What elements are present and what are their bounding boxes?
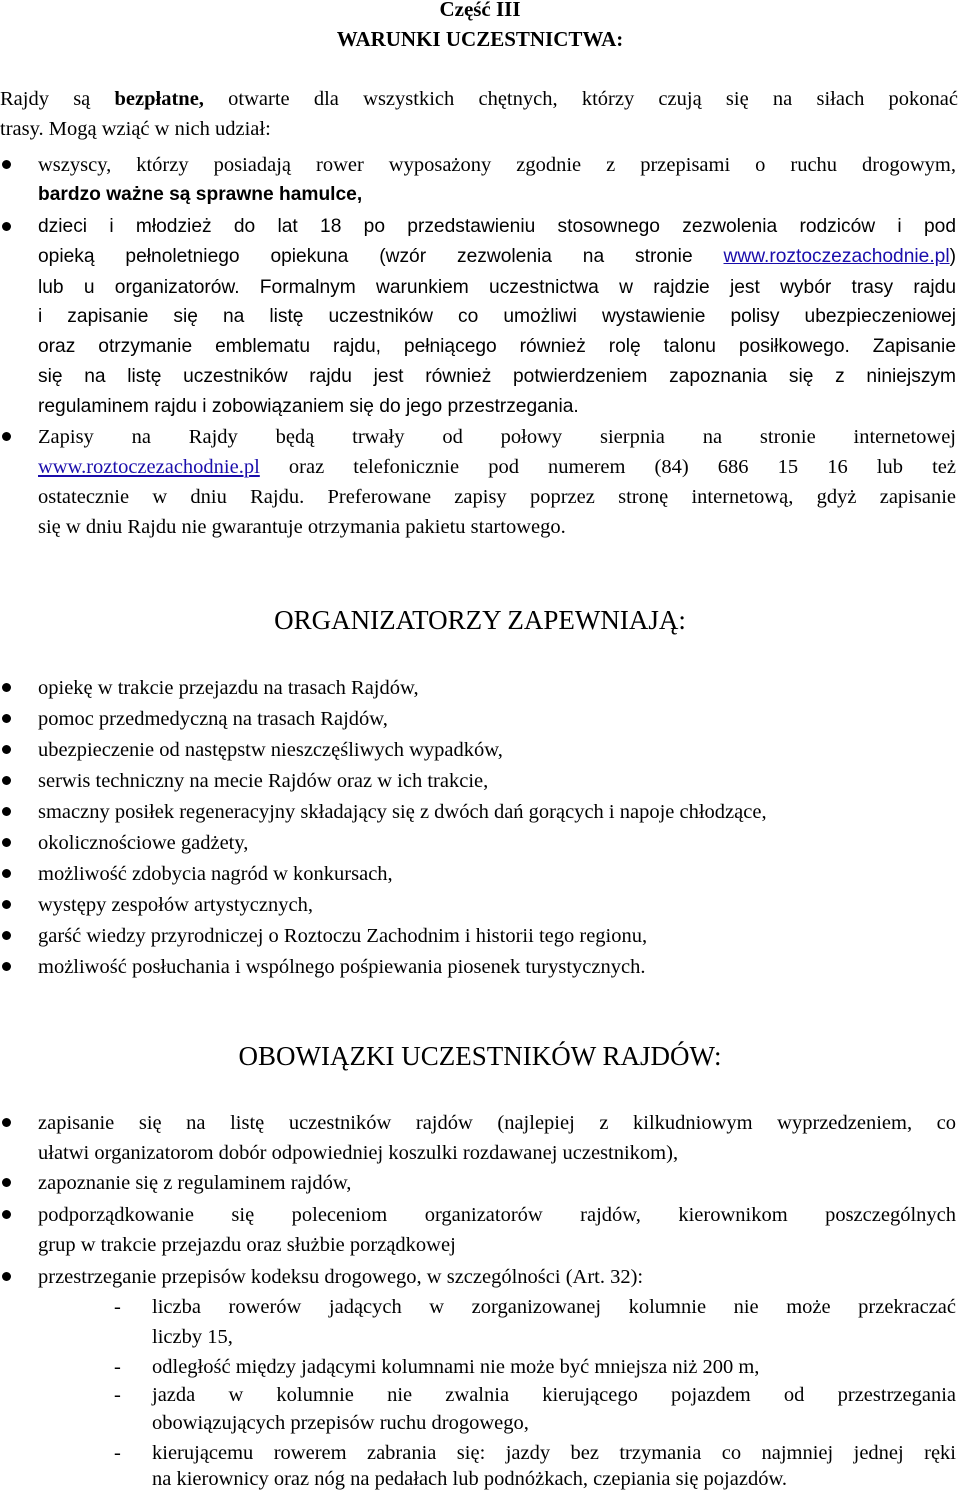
bullet-icon bbox=[2, 807, 11, 816]
intro-line-1 bbox=[0, 84, 958, 114]
bullet-icon bbox=[2, 1210, 11, 1219]
bullet-icon bbox=[2, 222, 11, 231]
duties-item-1-line-1: zapisanie się na listę uczestników rajdów (najlepiej z kilkudniowym wyprzedzeniem, co bbox=[38, 1112, 956, 1134]
bullet-icon bbox=[2, 683, 11, 692]
bullet-icon bbox=[2, 931, 11, 940]
organizers-item: ubezpieczenie od następstw nieszczęśliwych wypadków, bbox=[38, 739, 503, 761]
intro-text: Rajdy są bbox=[0, 88, 115, 110]
condition-3-line-3: ostatecznie w dniu Rajdu. Preferowane zapisy poprzez stronę internetową, gdyż zapisanie bbox=[38, 486, 956, 508]
dash-marker: - bbox=[114, 1296, 121, 1318]
duties-sub-3-line-1: jazda w kolumnie nie zwalnia kierującego pojazdem od przestrzegania bbox=[152, 1384, 956, 1406]
condition-3-line-2 bbox=[38, 452, 956, 482]
condition-2-line-3 bbox=[38, 272, 956, 303]
dash-marker: - bbox=[114, 1442, 121, 1464]
condition-2-organizers: lub u organizatorów. bbox=[38, 277, 240, 298]
duties-sub-1-line-2: liczby 15, bbox=[152, 1326, 233, 1348]
intro-line-2: trasy. Mogą wziąć w nich udział: bbox=[0, 118, 271, 140]
organizers-item: okolicznościowe gadżety, bbox=[38, 832, 249, 854]
condition-2-line-4: i zapisanie się na listę uczestników co umożliwi wystawienie polisy ubezpieczeniowej bbox=[38, 306, 956, 327]
condition-3-line-1: Zapisy na Rajdy będą trwały od połowy sierpnia na stronie internetowej bbox=[38, 426, 956, 448]
bullet-icon bbox=[2, 1118, 11, 1127]
dash-marker: - bbox=[114, 1384, 121, 1406]
bullet-icon bbox=[2, 160, 11, 169]
duties-item-3-line-1: podporządkowanie się poleceniom organizatorów rajdów, kierownikom poszczególnych bbox=[38, 1204, 956, 1226]
duties-sub-1-line-1: liczba rowerów jadących w zorganizowanej kolumnie nie może przekraczać bbox=[152, 1296, 956, 1318]
bullet-icon bbox=[2, 869, 11, 878]
website-link[interactable]: www.roztoczezachodnie.pl bbox=[723, 246, 950, 267]
bullet-icon bbox=[2, 432, 11, 441]
duties-item-3-line-2: grup w trakcie przejazdu oraz służbie porządkowej bbox=[38, 1234, 456, 1256]
duties-item-1-line-2: ułatwi organizatorom dobór odpowiedniej koszulki rozdawanej uczestnikom), bbox=[38, 1142, 679, 1164]
duties-sub-4-line-1: kierującemu rowerem zabrania się: jazdy bez trzymania co najmniej jednej ręki bbox=[152, 1442, 956, 1464]
condition-2-line-6: się na listę uczestników rajdu jest również potwierdzeniem zapoznania się z niniejszym bbox=[38, 366, 956, 387]
bullet-icon bbox=[2, 1272, 11, 1281]
bullet-icon bbox=[2, 838, 11, 847]
condition-1-line-2: bardzo ważne są sprawne hamulce, bbox=[38, 184, 363, 205]
condition-2-line-2 bbox=[38, 242, 956, 272]
condition-2-line-7: regulaminem rajdu i zobowiązaniem się do jego przestrzegania. bbox=[38, 396, 579, 417]
bullet-icon bbox=[2, 714, 11, 723]
duties-sub-3-line-2: obowiązujących przepisów ruchu drogowego, bbox=[152, 1412, 529, 1434]
bullet-icon bbox=[2, 1178, 11, 1187]
bullet-icon bbox=[2, 900, 11, 909]
condition-1-line-1: wszyscy, którzy posiadają rower wyposażony zgodnie z przepisami o ruchu drogowym, bbox=[38, 154, 956, 176]
organizers-item: serwis techniczny na mecie Rajdów oraz w ich trakcie, bbox=[38, 770, 489, 792]
duties-item-2: zapoznanie się z regulaminem rajdów, bbox=[38, 1172, 352, 1194]
website-link[interactable]: www.roztoczezachodnie.pl bbox=[38, 456, 260, 478]
organizers-item: pomoc przedmedyczną na trasach Rajdów, bbox=[38, 708, 388, 730]
condition-2-text: opieką pełnoletniego opiekuna (wzór zezwolenia na stronie bbox=[38, 246, 724, 267]
duties-sub-2: odległość między jadącymi kolumnami nie może być mniejsza niż 200 m, bbox=[152, 1356, 760, 1378]
condition-2-line-1: dzieci i młodzież do lat 18 po przedstawieniu stosownego zezwolenia rodziców i pod bbox=[38, 216, 956, 237]
bullet-icon bbox=[2, 776, 11, 785]
organizers-item: garść wiedzy przyrodniczej o Roztoczu Zachodnim i historii tego regionu, bbox=[38, 925, 648, 947]
organizers-title: ORGANIZATORZY ZAPEWNIAJĄ: bbox=[274, 605, 686, 635]
organizers-item: smaczny posiłek regeneracyjny składający się z dwóch dań gorących i napoje chłodzące, bbox=[38, 801, 767, 823]
organizers-item: opiekę w trakcie przejazdu na trasach Rajdów, bbox=[38, 677, 419, 699]
duties-item-4: przestrzeganie przepisów kodeksu drogowego, w szczególności (Art. 32): bbox=[38, 1266, 644, 1288]
condition-2-formal: Formalnym warunkiem uczestnictwa w rajdzie jest wybór trasy rajdu bbox=[239, 277, 956, 298]
organizers-item: możliwość zdobycia nagród w konkursach, bbox=[38, 863, 393, 885]
duties-sub-4-line-2: na kierownicy oraz nóg na pedałach lub podnóżkach, czepiania się pojazdów. bbox=[152, 1468, 788, 1490]
intro-bold-free: bezpłatne, bbox=[114, 88, 204, 110]
part-title: WARUNKI UCZESTNICTWA: bbox=[336, 27, 624, 51]
organizers-item: możliwość posłuchania i wspólnego pośpiewania piosenek turystycznych. bbox=[38, 956, 646, 978]
bullet-icon bbox=[2, 745, 11, 754]
duties-title: OBOWIĄZKI UCZESTNIKÓW RAJDÓW: bbox=[238, 1041, 722, 1071]
condition-2-text-end: ) bbox=[949, 246, 956, 267]
bullet-icon bbox=[2, 962, 11, 971]
part-label: Część III bbox=[439, 0, 521, 21]
condition-3-line-4: się w dniu Rajdu nie gwarantuje otrzymania pakietu startowego. bbox=[38, 516, 566, 538]
condition-3-phone: oraz telefonicznie pod numerem (84) 686 15 16 lub też bbox=[259, 456, 956, 478]
condition-2-line-5: oraz otrzymanie emblematu rajdu, pełniącego również rolę talonu posiłkowego. Zapisanie bbox=[38, 336, 956, 357]
organizers-item: występy zespołów artystycznych, bbox=[38, 894, 313, 916]
intro-text-continued: otwarte dla wszystkich chętnych, którzy czują się na siłach pokonać bbox=[203, 88, 958, 110]
dash-marker: - bbox=[114, 1356, 121, 1378]
